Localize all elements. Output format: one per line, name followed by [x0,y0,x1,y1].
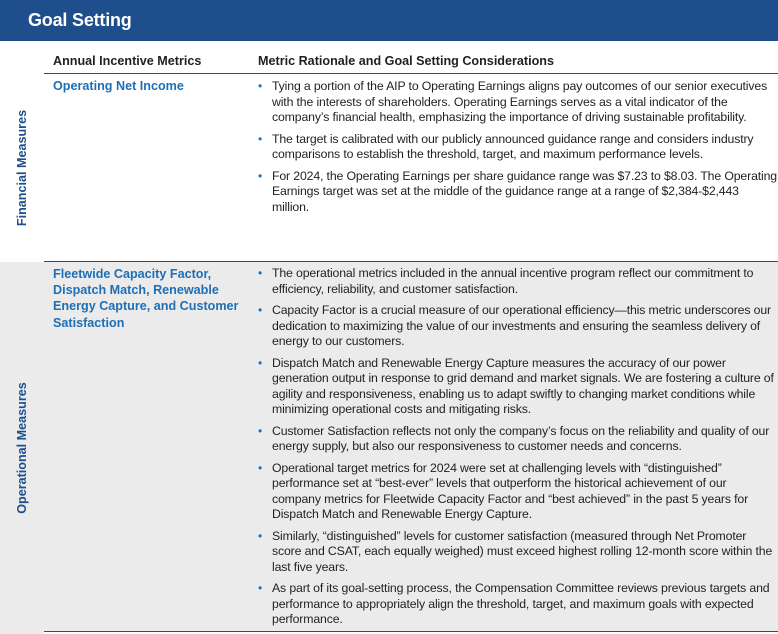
bullet-text: For 2024, the Operating Earnings per share guidance range was $7.23 to $8.03. The Operating Earnings target was set at the middle of the guidance range at a range of $2,384-$2,443 million. [272,168,777,214]
bullet-text: Operational target metrics for 2024 were set at challenging levels with “distinguished” performance set at “best-ever” levels that outperform the historical achievement of our company metrics for Fleetwide Capacity Factor and “best achieved” in the past 5 years for Dispatch Match and Renewable Energy Capture. [272,460,749,521]
bullet-dot-icon: • [258,460,263,475]
list-item [258,461,778,523]
financial-side-label [0,74,44,262]
financial-side-label-text: Financial Measures [15,109,30,227]
bullet-dot-icon: • [258,528,263,543]
header-rationale: Metric Rationale and Goal Setting Considerations [258,54,554,68]
table-header-row [44,52,778,74]
bullet-dot-icon: • [258,79,263,93]
bullet-dot-icon: • [258,168,263,183]
list-item [258,169,778,216]
list-item [258,424,778,455]
list-item [258,581,778,628]
bullet-text: The target is calibrated with our publicly announced guidance range and considers industry comparisons to establish the threshold, target, and maximum performance levels. [272,131,754,161]
operational-side-label [0,262,44,634]
bullet-dot-icon: • [258,581,263,595]
list-item [258,132,778,163]
financial-metric: Operating Net Income [53,79,184,93]
bullet-text: Tying a portion of the AIP to Operating Earnings aligns pay outcomes of our senior executives with the interests of shareholders. Operating Earnings serves as a vital indicator of the company’s financial health, emphasizing the importance of driving sustainable profitability. [272,79,768,124]
list-item [258,529,778,576]
list-item [258,79,778,126]
title-bar [0,0,778,41]
financial-bullets [258,79,778,221]
header-metrics: Annual Incentive Metrics [53,54,202,68]
bullet-dot-icon: • [258,303,263,317]
bullet-dot-icon: • [258,131,263,146]
bullet-dot-icon: • [258,423,263,438]
list-item [258,356,778,418]
list-item [258,266,778,297]
operational-metric: Fleetwide Capacity Factor, Dispatch Match, Renewable Energy Capture, and Customer Satisfaction [53,267,239,330]
page-title: Goal Setting [28,10,132,30]
bullet-text: Similarly, “distinguished” levels for customer satisfaction (measured through Net Promoter score and CSAT, each equally weighed) must exceed highest rolling 12-month score within the last five years. [272,528,773,574]
bullet-text: Customer Satisfaction reflects not only the company’s focus on the reliability and quality of our energy supply, but also our responsiveness to customer needs and concerns. [272,423,770,453]
financial-section [44,74,778,262]
bullet-text: Capacity Factor is a crucial measure of our operational efficiency—this metric underscores our dedication to maximizing the value of our investments and ensuring the seamless delivery of energy to our customers. [272,303,771,348]
operational-side-label-text: Operational Measures [15,382,29,514]
list-item [258,303,778,350]
bullet-dot-icon: • [258,266,263,280]
bullet-text: As part of its goal-setting process, the Compensation Committee reviews previous targets and performance to appropriately align the threshold, target, and maximum goals with expected performance. [272,581,770,626]
bullet-text: The operational metrics included in the annual incentive program reflect our commitment to efficiency, reliability, and customer satisfaction. [272,266,754,296]
bullet-dot-icon: • [258,355,263,370]
bullet-text: Dispatch Match and Renewable Energy Capture measures the accuracy of our power generation output in response to grid demand and market signals. We are fostering a culture of agility and responsiveness, enabling us to adapt swiftly to changing market conditions while minimizing operational costs and mitigating risks. [272,355,774,416]
operational-section [44,262,778,632]
operational-bullets [258,266,778,634]
